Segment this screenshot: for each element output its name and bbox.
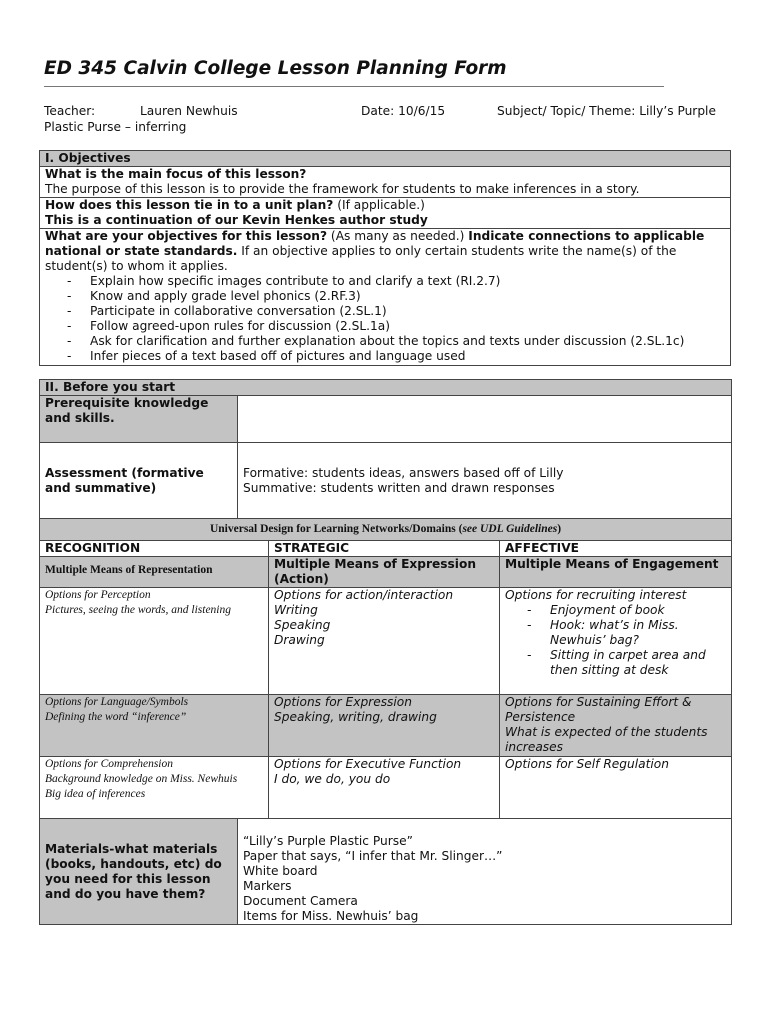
action-writing: Writing [274,603,318,617]
objective-item: - Explain how specific images contribute to and clarify a text (RI.2.7) [65,274,725,289]
expression-cell [269,695,500,757]
perception-cell [40,588,269,695]
perception-detail: Pictures, seeing the words, and listening [45,604,232,616]
focus-question: What is the main focus of this lesson? [45,167,307,181]
action-speaking: Speaking [274,618,331,632]
effort-cell [500,695,732,757]
materials-cell [238,819,732,925]
prereq-value [238,396,732,443]
objective-item: - Know and apply grade level phonics (2.RF.3) [65,289,725,304]
unit-plan-cell [40,198,731,229]
objectives-cell [40,229,731,366]
strategic-subheading: Multiple Means of Expression (Action) [269,557,500,588]
language-cell [40,695,269,757]
assessment-formative: Formative: students ideas, answers based off of Lilly [243,465,564,480]
action-drawing: Drawing [274,633,325,647]
comprehension-detail-2: Big idea of inferences [45,788,146,800]
focus-answer: The purpose of this lesson is to provide the framework for students to make inferences in a story. [45,182,640,196]
recognition-subheading: Multiple Means of Representation [40,557,269,588]
language-detail: Defining the word “inference” [45,711,187,723]
col-affective: AFFECTIVE [500,541,732,557]
objectives-heading: I. Objectives [40,151,731,167]
interest-item: - Sitting in carpet area and then sitting at desk [525,648,726,678]
subject-line-1: Subject/ Topic/ Theme: Lilly’s Purple [497,104,716,118]
lesson-date: Date: 10/6/15 [361,104,446,118]
objectives-list [45,274,725,364]
material-item: White board [243,864,318,878]
objective-item: - Follow agreed-upon rules for discussion (2.SL.1a) [65,319,725,334]
col-strategic: STRATEGIC [269,541,500,557]
material-item: Document Camera [243,894,358,908]
objectives-note: (As many as needed.) [327,229,469,243]
objective-item: - Participate in collaborative conversation (2.SL.1) [65,304,725,319]
interest-item: - Enjoyment of book [525,603,726,618]
action-cell [269,588,500,695]
prereq-label: Prerequisite knowledge and skills. [40,396,238,443]
before-table [39,379,732,925]
objectives-question: What are your objectives for this lesson? [45,229,328,243]
udl-heading: Universal Design for Learning Networks/Domains (see UDL Guidelines) [40,519,732,541]
before-heading: II. Before you start [40,380,732,396]
assessment-label: Assessment (formative and summative) [40,443,238,519]
self-regulation-cell: Options for Self Regulation [500,757,732,819]
focus-cell [40,167,731,198]
udl-guidelines-ref: see UDL Guidelines [462,523,558,535]
executive-title: Options for Executive Function [274,757,462,771]
unit-plan-question: How does this lesson tie in to a unit plan? [45,198,334,212]
interest-title: Options for recruiting interest [505,588,687,602]
expression-title: Options for Expression [274,695,412,709]
executive-detail: I do, we do, you do [274,772,391,786]
effort-title: Options for Sustaining Effort & Persistence [505,695,692,724]
material-item: Markers [243,879,292,893]
action-title: Options for action/interaction [274,588,454,602]
students-prompt: If an objective applies to only certain students write the name(s) of the student(s) to whom it applies. [45,244,677,273]
executive-cell [269,757,500,819]
assessment-value [238,443,732,519]
interest-cell [500,588,732,695]
objectives-table [39,150,731,366]
objective-item: - Infer pieces of a text based off of pictures and language used [65,349,725,364]
expression-detail: Speaking, writing, drawing [274,710,437,724]
material-item: “Lilly’s Purple Plastic Purse” [243,834,413,848]
interest-item: - Hook: what’s in Miss. Newhuis’ bag? [525,618,726,648]
standards-prompt: Indicate connections to applicable national or state standards. [45,229,705,258]
col-recognition: RECOGNITION [40,541,269,557]
teacher-name: Lauren Newhuis [140,104,238,118]
affective-subheading: Multiple Means of Engagement [500,557,732,588]
title-divider [44,86,664,87]
material-item: Paper that says, “I infer that Mr. Slinger…” [243,849,503,863]
interest-list [505,603,726,678]
unit-plan-answer: This is a continuation of our Kevin Henkes author study [45,213,428,227]
language-title: Options for Language/Symbols [45,696,189,708]
teacher-label: Teacher: [44,104,96,118]
page-title: ED 345 Calvin College Lesson Planning Form [44,58,507,79]
comprehension-detail-1: Background knowledge on Miss. Newhuis [45,773,238,785]
materials-label: Materials-what materials (books, handouts, etc) do you need for this lesson and do you have them? [40,819,238,925]
material-item: Items for Miss. Newhuis’ bag [243,909,419,923]
assessment-summative: Summative: students written and drawn responses [243,480,555,495]
comprehension-title: Options for Comprehension [45,758,173,770]
effort-detail: What is expected of the students increases [505,725,708,754]
subject-line-2: Plastic Purse – inferring [44,120,187,134]
unit-plan-note: (If applicable.) [333,198,425,212]
comprehension-cell [40,757,269,819]
perception-title: Options for Perception [45,589,151,601]
objective-item: - Ask for clarification and further explanation about the topics and texts under discussion (2.SL.1c) [65,334,725,349]
